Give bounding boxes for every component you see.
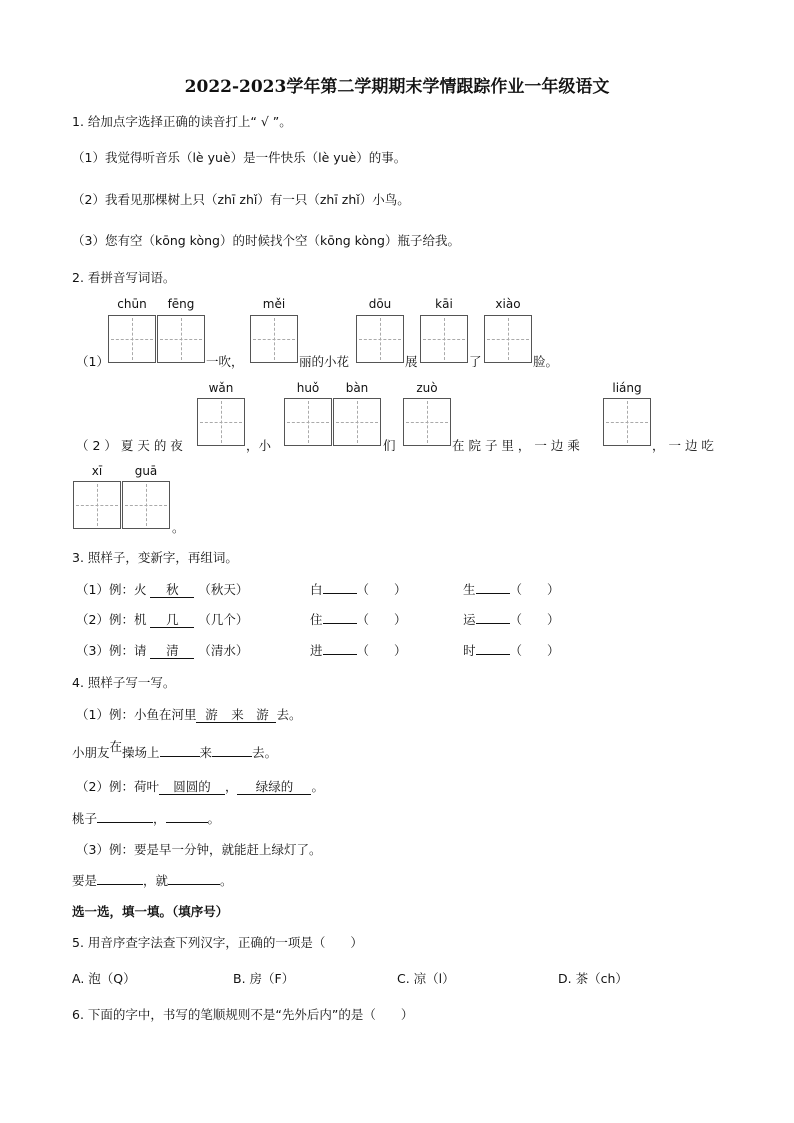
- q1-item-3: （3）您有空（kōng kòng）的时候找个空（kōng kòng）瓶子给我。: [72, 233, 460, 248]
- q3-example-newchar: 秋: [150, 583, 194, 598]
- tian-grid-box[interactable]: [108, 315, 156, 363]
- q3-char: 时: [463, 643, 476, 658]
- tian-grid-box[interactable]: [122, 481, 170, 529]
- pinyin-label: liáng: [612, 381, 642, 395]
- q3-example-label: （2）例：机: [76, 612, 147, 627]
- blank-line[interactable]: [323, 581, 357, 594]
- pinyin-label: wǎn: [208, 381, 234, 395]
- q3-row-3-c3: [463, 641, 560, 659]
- pinyin-label: kāi: [435, 297, 453, 311]
- tian-grid-box[interactable]: [356, 315, 404, 363]
- q5-option-b[interactable]: B. 房（F）: [233, 971, 295, 986]
- tian-grid-box[interactable]: [603, 398, 651, 446]
- answer-paren[interactable]: （ ）: [509, 582, 560, 597]
- text: （2）例：荷叶: [76, 779, 159, 794]
- q3-char: 进: [310, 643, 323, 658]
- example-answer: 游: [196, 708, 226, 723]
- q3-row-3-c2: [310, 641, 407, 659]
- blank-line[interactable]: [323, 642, 357, 655]
- q4-fill-3: [72, 871, 233, 889]
- q3-char: 生: [463, 582, 476, 597]
- pinyin-label: xī: [91, 464, 103, 478]
- tian-grid-box[interactable]: [403, 398, 451, 446]
- pinyin-label: chūn: [117, 297, 147, 311]
- pinyin-label: bàn: [345, 381, 369, 395]
- blank-line[interactable]: [476, 611, 510, 624]
- tian-grid-box[interactable]: [333, 398, 381, 446]
- q1-item-2: （2）我看见那棵树上只（zhī zhǐ）有一只（zhī zhǐ）小鸟。: [72, 192, 410, 207]
- blank-line[interactable]: [323, 611, 357, 624]
- q2-stem: 2. 看拼音写词语。: [72, 270, 176, 285]
- answer-paren[interactable]: （ ）: [356, 582, 407, 597]
- answer-paren[interactable]: （ ）: [509, 612, 560, 627]
- text: 操场上: [122, 745, 160, 760]
- text: 桃子: [72, 811, 98, 826]
- q2-s1-text: 了: [469, 354, 482, 369]
- q4-fill-2: [72, 809, 220, 827]
- example-answer: 绿绿的: [237, 780, 311, 795]
- pinyin-label: xiào: [495, 297, 521, 311]
- q3-example-word: （几个）: [198, 612, 249, 627]
- q3-example-newchar: 几: [150, 613, 194, 628]
- q1-item-1: （1）我觉得听音乐（lè yuè）是一件快乐（lè yuè）的事。: [72, 150, 407, 165]
- q4-fill-1: [72, 739, 278, 761]
- example-answer: 游: [248, 708, 276, 723]
- section-heading: 选一选，填一填。（填序号）: [72, 904, 229, 919]
- q2-s2-text: 们: [383, 438, 396, 453]
- blank-line[interactable]: [97, 810, 153, 823]
- q2-s2-text: ，小: [246, 438, 272, 453]
- blank-line[interactable]: [212, 744, 252, 757]
- q1-stem: 1. 给加点字选择正确的读音打上“ √ ”。: [72, 114, 292, 129]
- q3-char: 白: [310, 582, 323, 597]
- q2-s2-end: 。: [172, 520, 185, 535]
- q4-example-3: （3）例：要是早一分钟，就能赶上绿灯了。: [76, 842, 322, 857]
- text: 去。: [276, 707, 302, 722]
- tian-grid-box[interactable]: [420, 315, 468, 363]
- text: 。: [207, 811, 221, 826]
- tian-grid-box[interactable]: [250, 315, 298, 363]
- text: ，: [224, 779, 238, 794]
- q2-s2-text: 在 院 子 里 ， 一 边 乘: [452, 438, 580, 453]
- example-answer: 来: [226, 708, 248, 723]
- blank-line[interactable]: [168, 872, 220, 885]
- q3-char: 运: [463, 612, 476, 627]
- text: 。: [311, 779, 324, 794]
- pinyin-label: huǒ: [296, 381, 320, 395]
- tian-grid-box[interactable]: [284, 398, 332, 446]
- q5-option-a[interactable]: A. 泡（Q）: [72, 971, 136, 986]
- text: 小朋友: [72, 745, 110, 760]
- q4-example-1: [76, 705, 301, 723]
- q4-stem: 4. 照样子写一写。: [72, 675, 176, 690]
- example-answer: 圆圆的: [159, 780, 225, 795]
- q3-row-1-c3: [463, 580, 560, 598]
- blank-line[interactable]: [97, 872, 143, 885]
- q3-stem: 3. 照样子，变新字，再组词。: [72, 550, 238, 565]
- q2-s1-text: 丽的小花: [299, 354, 350, 369]
- q3-row-1: [76, 580, 248, 598]
- q5-option-d[interactable]: D. 茶（ch）: [558, 971, 628, 986]
- q5-stem: 5. 用音序查字法查下列汉字，正确的一项是（ ）: [72, 935, 363, 950]
- q2-s2-text: ， 一 边 吃: [652, 438, 714, 453]
- pinyin-label: dōu: [368, 297, 392, 311]
- text: ，: [153, 811, 166, 826]
- q3-example-label: （1）例：火: [76, 582, 147, 597]
- tian-grid-box[interactable]: [157, 315, 205, 363]
- tian-grid-box[interactable]: [197, 398, 245, 446]
- q2-s1-text: 展: [405, 354, 418, 369]
- q6-stem: 6. 下面的字中，书写的笔顺规则不是“先外后内”的是（ ）: [72, 1007, 414, 1022]
- tian-grid-box[interactable]: [73, 481, 121, 529]
- text: 来: [199, 745, 213, 760]
- text: 。: [220, 873, 233, 888]
- pinyin-label: zuò: [416, 381, 438, 395]
- answer-paren[interactable]: （ ）: [356, 612, 407, 627]
- text: （1）例：小鱼在河里: [76, 707, 197, 722]
- q2-s1-text: 一吹，: [206, 354, 244, 369]
- text: 在: [109, 739, 123, 754]
- q3-char: 住: [310, 612, 323, 627]
- q3-row-2: [76, 610, 248, 628]
- q3-example-label: （3）例：请: [76, 643, 147, 658]
- q3-row-2-c3: [463, 610, 560, 628]
- q2-s2-label: （ 2 ） 夏 天 的 夜: [76, 438, 183, 453]
- blank-line[interactable]: [160, 744, 200, 757]
- pinyin-label: guā: [134, 464, 158, 478]
- answer-paren[interactable]: （ ）: [356, 643, 407, 658]
- q3-row-1-c2: [310, 580, 407, 598]
- q5-option-c[interactable]: C. 凉（l）: [397, 971, 455, 986]
- text: 要是: [72, 873, 98, 888]
- blank-line[interactable]: [166, 810, 208, 823]
- text: 去。: [252, 745, 278, 760]
- blank-line[interactable]: [476, 642, 510, 655]
- q3-row-2-c2: [310, 610, 407, 628]
- page-title: 2022-2023学年第二学期期末学情跟踪作业一年级语文: [184, 77, 610, 97]
- q2-s1-label: （1）: [76, 354, 109, 369]
- pinyin-label: fēng: [167, 297, 195, 311]
- text: ，就: [143, 873, 169, 888]
- q3-row-3: [76, 641, 248, 659]
- q3-example-word: （秋天）: [198, 582, 249, 597]
- pinyin-label: měi: [262, 297, 286, 311]
- answer-paren[interactable]: （ ）: [509, 643, 560, 658]
- tian-grid-box[interactable]: [484, 315, 532, 363]
- q3-example-word: （清水）: [198, 643, 249, 658]
- blank-line[interactable]: [476, 581, 510, 594]
- q4-example-2: [76, 777, 324, 795]
- q2-s1-text: 脸。: [533, 354, 559, 369]
- q3-example-newchar: 清: [150, 644, 194, 659]
